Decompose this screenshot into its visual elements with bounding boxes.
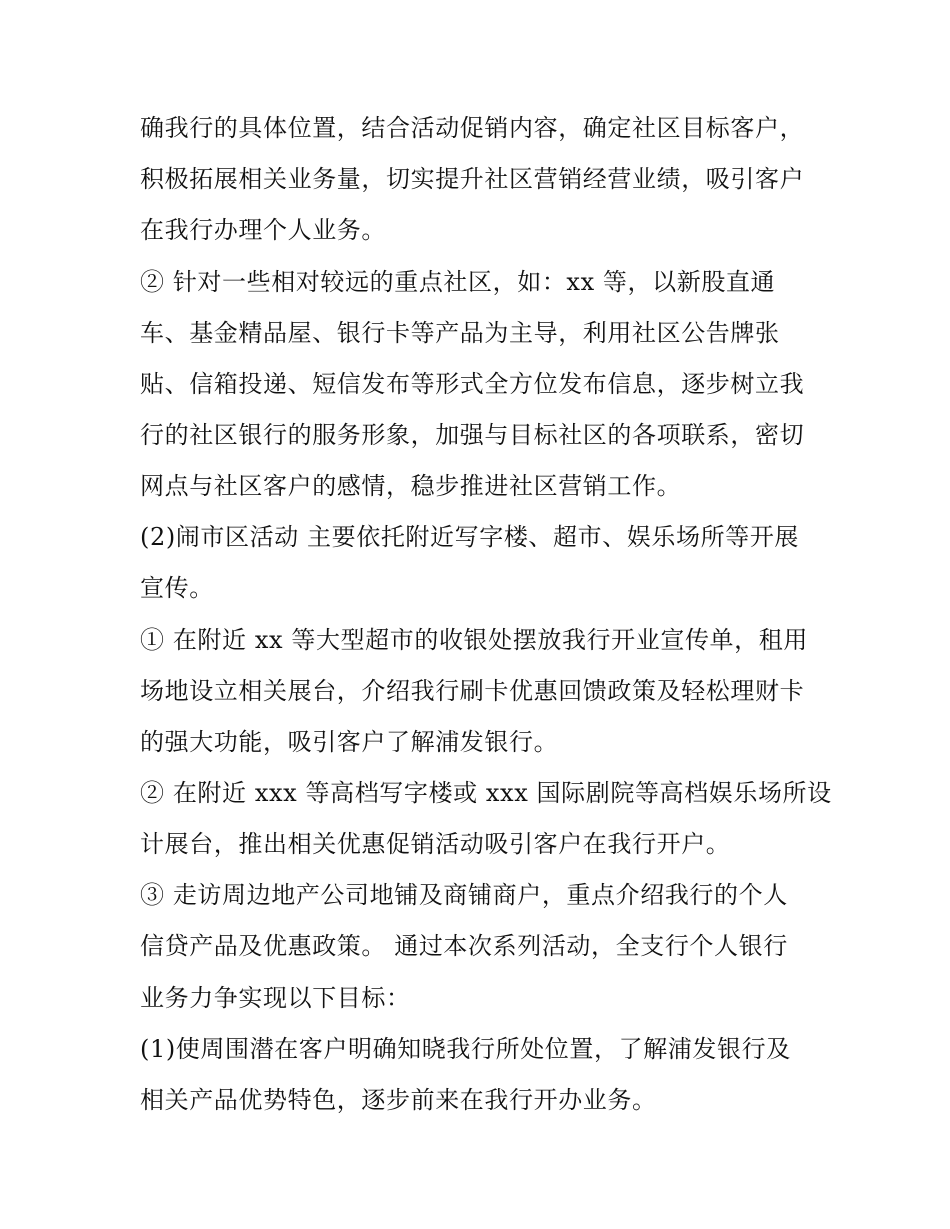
text-line: ③ 走访周边地产公司地铺及商铺商户，重点介绍我行的个人: [140, 881, 788, 909]
text-line: 场地设立相关展台，介绍我行刷卡优惠回馈政策及轻松理财卡: [140, 677, 805, 705]
text-line: 在我行办理个人业务。: [140, 216, 386, 244]
text-line: 确我行的具体位置，结合活动促销内容，确定社区目标客户，: [140, 114, 805, 142]
text-line: ① 在附近 xx 等大型超市的收银处摆放我行开业宣传单，租用: [140, 626, 808, 654]
text-line: 业务力争实现以下目标：: [140, 984, 411, 1012]
text-line: 车、基金精品屋、银行卡等产品为主导，利用社区公告牌张: [140, 319, 780, 347]
text-line: 信贷产品及优惠政策。 通过本次系列活动，全支行个人银行: [140, 932, 788, 960]
text-line: 计展台，推出相关优惠促销活动吸引客户在我行开户。: [140, 830, 731, 858]
text-line: 贴、信箱投递、短信发布等形式全方位发布信息，逐步树立我: [140, 370, 805, 398]
text-line: (2)闹市区活动 主要依托附近写字楼、超市、娱乐场所等开展: [140, 523, 800, 551]
text-line: (1)使周围潜在客户明确知晓我行所处位置，了解浦发银行及: [140, 1035, 791, 1063]
text-line: 相关产品优势特色，逐步前来在我行开办业务。: [140, 1086, 657, 1114]
text-line: ② 针对一些相对较远的重点社区，如：xx 等，以新股直通: [140, 268, 776, 296]
text-line: 的强大功能，吸引客户了解浦发银行。: [140, 728, 559, 756]
text-line: 网点与社区客户的感情，稳步推进社区营销工作。: [140, 472, 682, 500]
text-line: 行的社区银行的服务形象，加强与目标社区的各项联系，密切: [140, 421, 805, 449]
text-line: ② 在附近 xxx 等高档写字楼或 xxx 国际剧院等高档娱乐场所设: [140, 779, 832, 807]
text-line: 宣传。: [140, 574, 214, 602]
text-line: 积极拓展相关业务量，切实提升社区营销经营业绩，吸引客户: [140, 165, 805, 193]
